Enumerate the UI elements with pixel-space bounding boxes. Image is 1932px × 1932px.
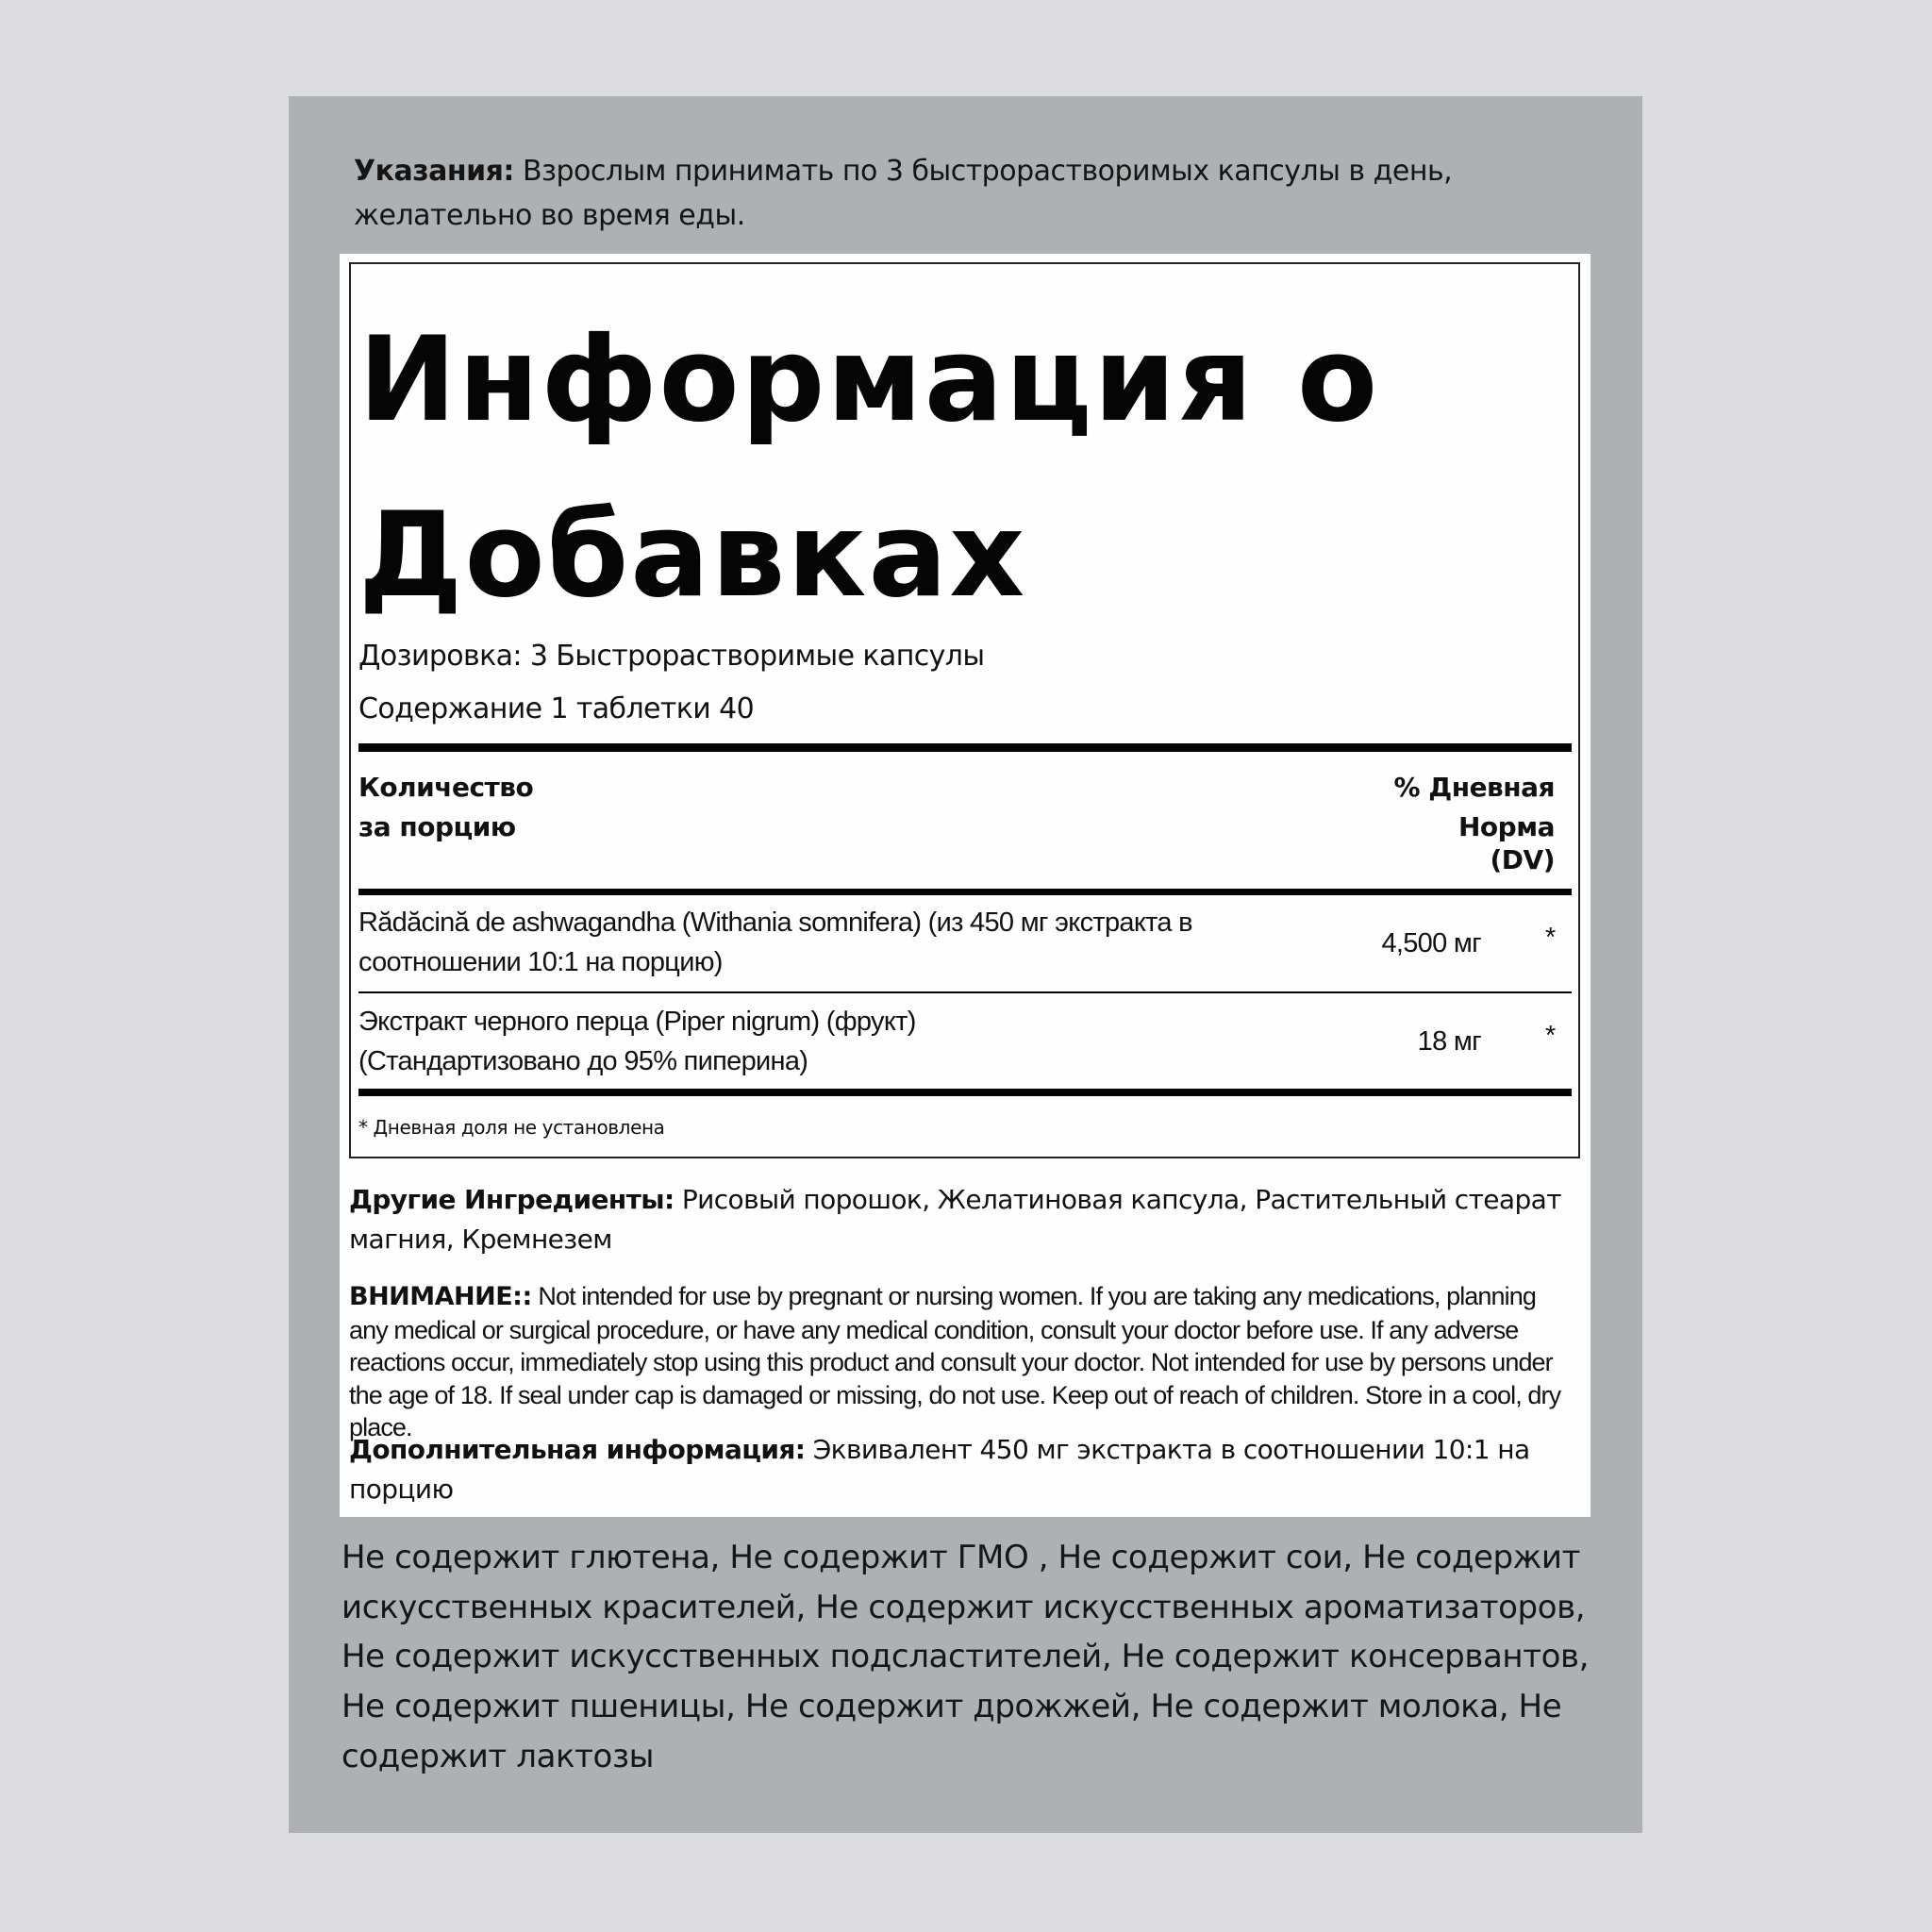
warning-text: Not intended for use by pregnant or nursing women. If you are taking any medications, planning any medical or surgical procedure, or have any medical condition, consult your doctor before use. If any adverse reactions occur, immediately stop using this product and consult your doctor. Not intended for use by persons under the age of 18. If seal under cap is damaged or missing, do not use. Keep out of reach of children. Store in a cool, dry place.	[349, 1282, 1561, 1441]
ingredient-amount: 18 мг	[1417, 1026, 1481, 1057]
thin-divider	[358, 991, 1572, 993]
warning-label: ВНИМАНИЕ::	[349, 1282, 532, 1311]
dv-footnote: * Дневная доля не установлена	[358, 1116, 665, 1139]
additional-info-text: Эквивалент 450 мг экстракта в соотношении 10:1 на порцию	[349, 1434, 1530, 1505]
thick-divider	[358, 889, 1572, 895]
additional-info-label: Дополнительная информация:	[349, 1434, 806, 1465]
servings-per-container: Содержание 1 таблетки 40	[358, 692, 755, 725]
amount-header-line2: за порцию	[358, 811, 516, 842]
ingredient-dv: *	[1545, 923, 1556, 953]
other-ingredients-text: Рисовый порошок, Желатиновая капсула, Растительный стеарат магния, Кремнезем	[349, 1184, 1561, 1255]
title-line-2: Добавках	[358, 488, 1027, 624]
dv-header-line3: (DV)	[1490, 844, 1555, 875]
ingredient-amount: 4,500 мг	[1381, 928, 1481, 958]
ingredient-name-line2: (Стандартизовано до 95% пиперина)	[358, 1046, 808, 1076]
directions-text	[354, 149, 1580, 238]
thick-divider	[358, 1089, 1572, 1096]
ingredient-name-line1: Экстракт черного перца (Piper nigrum) (фрукт)	[358, 1007, 916, 1037]
additional-info	[349, 1430, 1575, 1509]
dv-header-line2: Норма	[1458, 811, 1555, 842]
other-ingredients-label: Другие Ингредиенты:	[349, 1184, 675, 1215]
title-line-1: Информация о	[358, 312, 1380, 448]
directions-body: Взрослым принимать по 3 быстрорастворимых капсулы в день, желательно во время еды.	[354, 155, 1453, 232]
free-from-claims: Не содержит глютена, Не содержит ГМО , Не содержит сои, Не содержит искусственных красителей, Не содержит искусственных ароматизаторов, Не содержит искусственных подсластителей, Не содержит консервантов, Не содержит пшеницы, Не содержит дрожжей, Не содержит молока, Не содержит лактозы	[341, 1539, 1590, 1775]
serving-size: Дозировка: 3 Быстрорастворимые капсулы	[358, 640, 985, 673]
warning	[349, 1280, 1575, 1444]
directions-label: Указания:	[354, 155, 514, 188]
thick-divider	[358, 743, 1572, 752]
ingredient-name-line1: Rădăcină de ashwagandha (Withania somnifera) (из 450 мг экстракта в	[358, 908, 1192, 938]
dv-header-line1: % Дневная	[1393, 772, 1555, 803]
ingredient-name-line2: соотношении 10:1 на порцию)	[358, 947, 723, 977]
other-ingredients	[349, 1180, 1575, 1259]
ingredient-dv: *	[1545, 1021, 1556, 1051]
amount-header-line1: Количество	[358, 772, 534, 803]
supplement-facts-title	[358, 292, 1379, 643]
